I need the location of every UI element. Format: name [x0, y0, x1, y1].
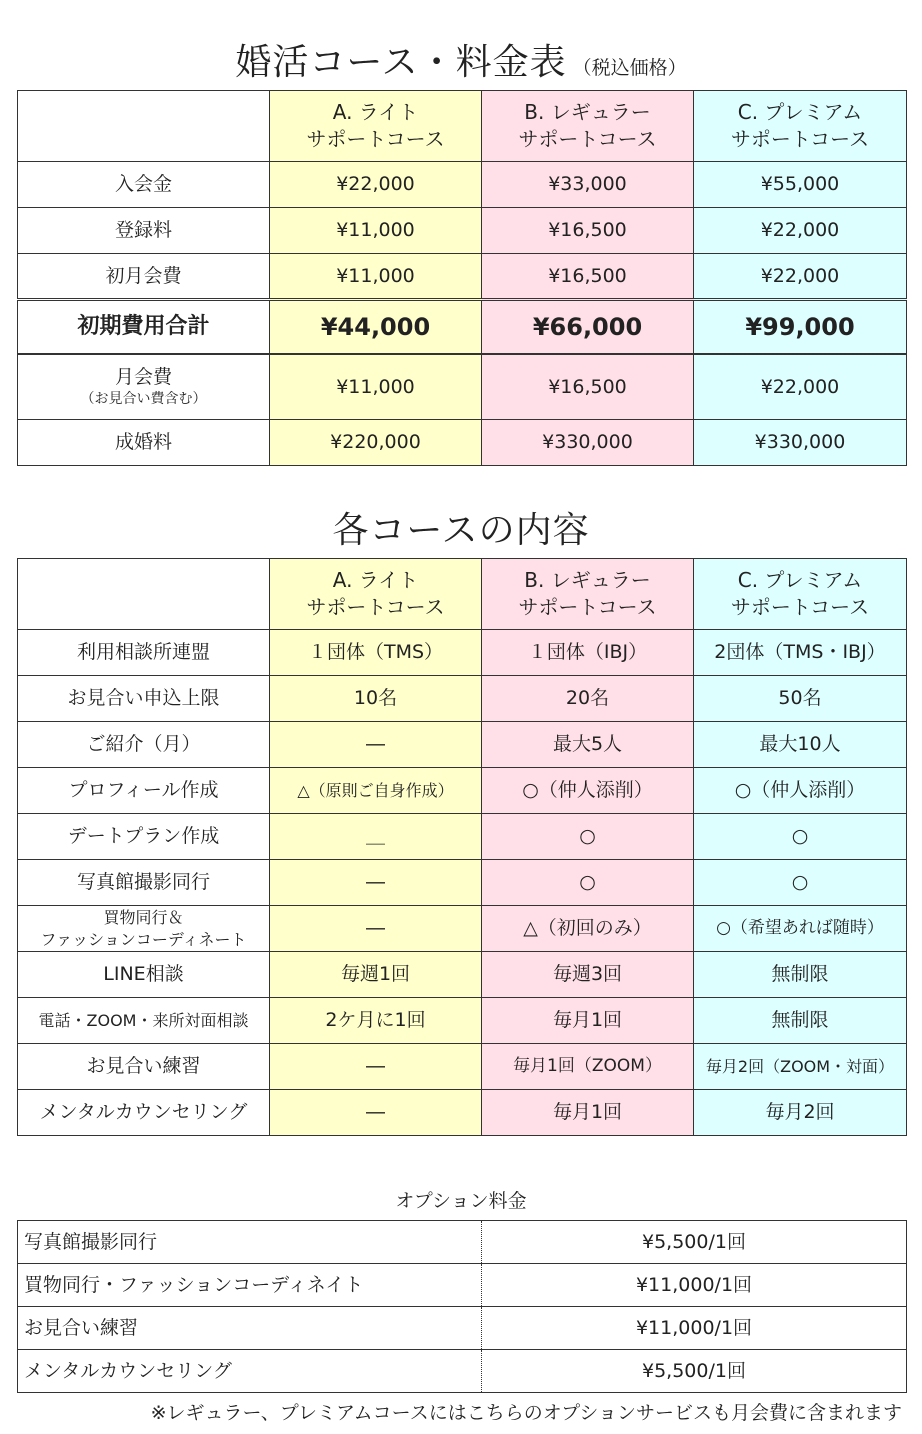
content-row	[18, 722, 907, 768]
header-empty-cell	[18, 559, 270, 630]
option-table	[17, 1220, 907, 1393]
header-empty-cell	[18, 91, 270, 162]
fee-table	[17, 90, 907, 466]
fee-title	[0, 34, 922, 85]
option-note: ※レギュラー、プレミアムコースにはこちらのオプションサービスも月会費に含まれます	[150, 1402, 902, 1424]
fee-header-row	[18, 91, 907, 162]
option-price: ¥5,500/1回	[482, 1350, 907, 1393]
cell-c: 毎月2回	[694, 1090, 907, 1136]
cell-b: ¥330,000	[482, 420, 694, 466]
row-label: LINE相談	[18, 952, 270, 998]
fee-row-admission	[18, 162, 907, 208]
cell-a: ¥22,000	[270, 162, 482, 208]
option-row	[18, 1350, 907, 1393]
option-price: ¥11,000/1回	[482, 1307, 907, 1350]
option-name: 買物同行・ファッションコーディネイト	[18, 1264, 482, 1307]
fee-row-first-month	[18, 254, 907, 300]
content-header-row	[18, 559, 907, 630]
monthly-label-cell	[18, 354, 270, 420]
row-label: デートプラン作成	[18, 814, 270, 860]
cell-c: 2団体（TMS・IBJ）	[694, 630, 907, 676]
fee-row-marriage	[18, 420, 907, 466]
row-label: 利用相談所連盟	[18, 630, 270, 676]
option-row	[18, 1264, 907, 1307]
option-name: お見合い練習	[18, 1307, 482, 1350]
row-label-two-line: 買物同行＆ ファッションコーディネート	[18, 906, 270, 952]
option-price: ¥5,500/1回	[482, 1221, 907, 1264]
content-row	[18, 998, 907, 1044]
cell-c: ○	[694, 814, 907, 860]
cell-c: 毎月2回（ZOOM・対面）	[694, 1044, 907, 1090]
option-name: メンタルカウンセリング	[18, 1350, 482, 1393]
option-row	[18, 1221, 907, 1264]
cell-a: ¥11,000	[270, 254, 482, 300]
content-row	[18, 1044, 907, 1090]
row-label: 入会金	[18, 162, 270, 208]
option-caption: オプション料金	[395, 1190, 527, 1212]
cell-c: 最大10人	[694, 722, 907, 768]
fee-row-registration	[18, 208, 907, 254]
row-label: お見合い申込上限	[18, 676, 270, 722]
option-price: ¥11,000/1回	[482, 1264, 907, 1307]
course-a-header: A. ライト サポートコース	[270, 559, 482, 630]
cell-b: 毎月1回（ZOOM）	[482, 1044, 694, 1090]
cell-b: ¥16,500	[482, 208, 694, 254]
cell-a: ―	[270, 860, 482, 906]
cell-b: ○	[482, 814, 694, 860]
cell-c: ¥330,000	[694, 420, 907, 466]
cell-b: △（初回のみ）	[482, 906, 694, 952]
cell-a: ＿	[270, 814, 482, 860]
content-title: 各コースの内容	[332, 510, 590, 551]
cell-c: ○（仲人添削）	[694, 768, 907, 814]
row-label: 初月会費	[18, 254, 270, 300]
cell-a: ―	[270, 1044, 482, 1090]
content-row	[18, 676, 907, 722]
course-c-header: C. プレミアム サポートコース	[694, 559, 907, 630]
cell-c: ¥22,000	[694, 354, 907, 420]
cell-b: １団体（IBJ）	[482, 630, 694, 676]
cell-a: 毎週1回	[270, 952, 482, 998]
cell-a: ¥11,000	[270, 208, 482, 254]
cell-b: 最大5人	[482, 722, 694, 768]
row-label: ご紹介（月）	[18, 722, 270, 768]
row-label: 登録料	[18, 208, 270, 254]
cell-c: ○（希望あれば随時）	[694, 906, 907, 952]
cell-b: ¥16,500	[482, 254, 694, 300]
fee-title-main: 婚活コース・料金表	[235, 42, 567, 83]
cell-b: 20名	[482, 676, 694, 722]
row-label: 月会費	[114, 365, 172, 388]
cell-b: 毎週3回	[482, 952, 694, 998]
cell-b: ○（仲人添削）	[482, 768, 694, 814]
option-name: 写真館撮影同行	[18, 1221, 482, 1264]
cell-c: 50名	[694, 676, 907, 722]
course-c-header: C. プレミアム サポートコース	[694, 91, 907, 162]
row-label: プロフィール作成	[18, 768, 270, 814]
content-row	[18, 768, 907, 814]
cell-a: ¥11,000	[270, 354, 482, 420]
row-label: 写真館撮影同行	[18, 860, 270, 906]
cell-a: ―	[270, 906, 482, 952]
cell-a: １団体（TMS）	[270, 630, 482, 676]
row-label: メンタルカウンセリング	[18, 1090, 270, 1136]
cell-b: ¥33,000	[482, 162, 694, 208]
course-b-header: B. レギュラー サポートコース	[482, 91, 694, 162]
content-row	[18, 952, 907, 998]
cell-a: ―	[270, 722, 482, 768]
row-label: 電話・ZOOM・来所対面相談	[18, 998, 270, 1044]
cell-c: ¥22,000	[694, 208, 907, 254]
course-b-header: B. レギュラー サポートコース	[482, 559, 694, 630]
cell-b: 毎月1回	[482, 1090, 694, 1136]
cell-a: ¥220,000	[270, 420, 482, 466]
content-row	[18, 1090, 907, 1136]
cell-c: ¥22,000	[694, 254, 907, 300]
cell-b: ¥16,500	[482, 354, 694, 420]
fee-title-sub: （税込価格）	[572, 57, 687, 79]
cell-a: ―	[270, 1090, 482, 1136]
cell-a: △（原則ご自身作成）	[270, 768, 482, 814]
option-row	[18, 1307, 907, 1350]
total-a: ¥44,000	[270, 300, 482, 354]
cell-a: 10名	[270, 676, 482, 722]
content-row	[18, 906, 907, 952]
row-sublabel: （お見合い費含む）	[80, 391, 207, 408]
row-label: 成婚料	[18, 420, 270, 466]
fee-row-monthly	[18, 354, 907, 420]
total-b: ¥66,000	[482, 300, 694, 354]
cell-c: ¥55,000	[694, 162, 907, 208]
cell-c: 無制限	[694, 952, 907, 998]
total-label: 初期費用合計	[18, 300, 270, 354]
fee-row-total	[18, 300, 907, 354]
cell-b: ○	[482, 860, 694, 906]
content-row	[18, 860, 907, 906]
cell-a: 2ケ月に1回	[270, 998, 482, 1044]
row-label: お見合い練習	[18, 1044, 270, 1090]
course-content-table	[17, 558, 907, 1136]
total-c: ¥99,000	[694, 300, 907, 354]
cell-b: 毎月1回	[482, 998, 694, 1044]
cell-c: ○	[694, 860, 907, 906]
course-a-header: A. ライト サポートコース	[270, 91, 482, 162]
cell-c: 無制限	[694, 998, 907, 1044]
content-row	[18, 814, 907, 860]
content-row	[18, 630, 907, 676]
